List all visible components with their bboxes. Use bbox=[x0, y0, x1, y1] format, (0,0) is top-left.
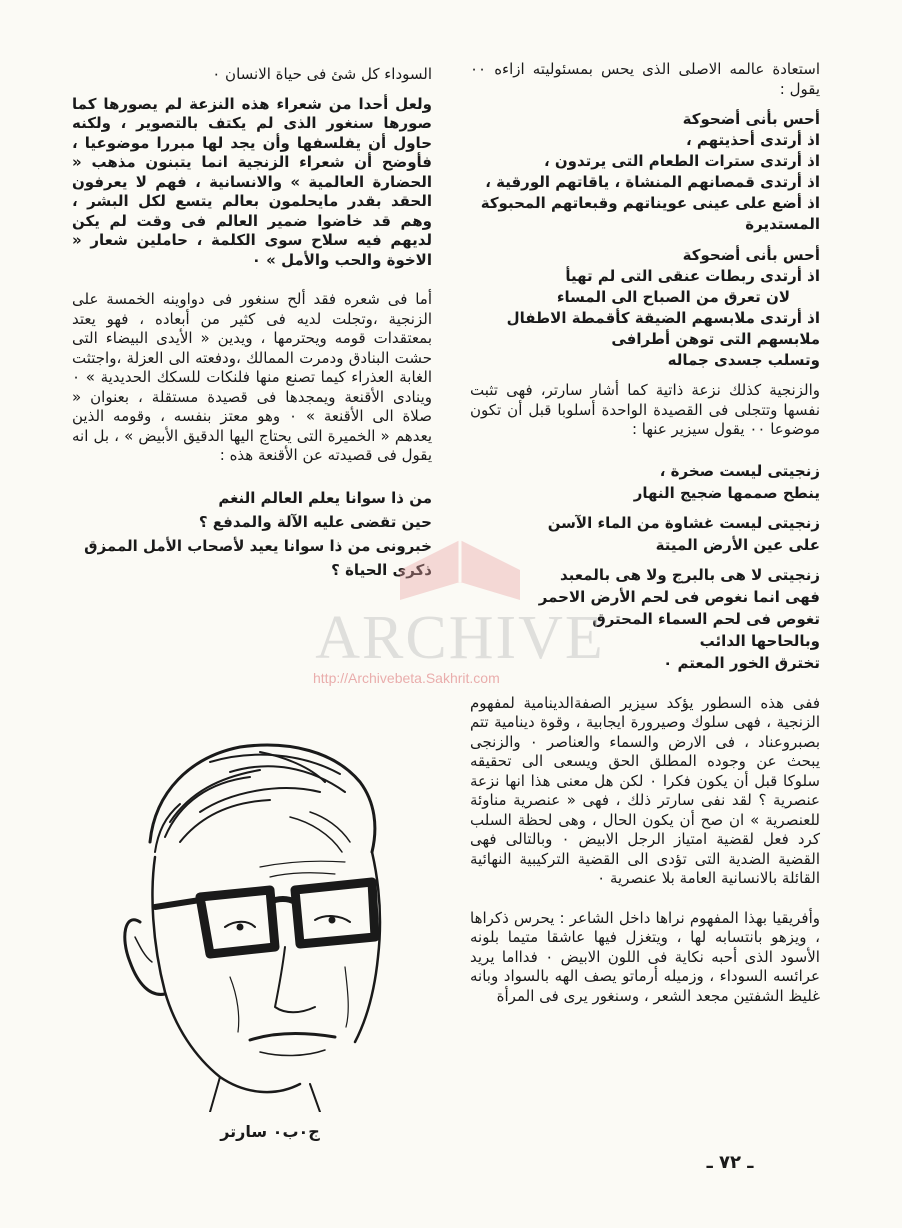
left-paragraph-1: السوداء كل شئ فى حياة الانسان ٠ bbox=[212, 65, 432, 83]
right-paragraph-3: ففى هذه السطور يؤكد سيزير الصفةالدينامية لمفهوم الزنجية ، فهى سلوك وصيرورة ايجابية ، وقوة دينامية تتم بصبروعناد ، فى الارض والسماء والعناصر ٠ والزنجى يبحث عن وجوده المطلق الحق ويسعى الى تحقيقه سلوكا قبل أن يكون فكرا ٠ لكن هل معنى هذا انها نزعة عنصرية ؟ لقد نفى سارتر ذلك ، فهى « عنصرية مناوئة للعنصرية » ان صح أن يكون الحال ، وهى لحظة السلب كرد فعل لقضية امتياز الرجل الابيض ٠ وبالتالى فهى القضية الضدية التى تؤدى الى القضية التركيبية النهائية القائلة بالانسانية العامة بلا عنصرية ٠ bbox=[470, 693, 821, 887]
verse-line: تخترق الخور المعتم ٠ bbox=[663, 653, 820, 672]
left-paragraph-2: ولعل أحدا من شعراء هذه النزعة لم يصورها كما صورها سنغور الذى لم يكتف بالتصوير ، ولكنه حاول أن يفلسفها وأن يجد لها مبررا موضوعيا ، فأوضح أن شعراء الزنجية انما يتبنون مذهب « الحضارة العالمية » والانسانية ، فهم لا يعرفون الحقد بقدر مايحلمون بعالم يتسع لكل البشر ، وهم قد خاضوا ضمير العالم فى وقت لم يكن لديهم فيه سلاح سوى الكلمة ، حاملين شعار « الاخوة والحب والأمل » ٠ bbox=[72, 94, 432, 269]
verse-line: فهى انما نغوص فى لحم الأرض الاحمر bbox=[538, 587, 820, 606]
verse-line: اذ أضع على عينى عويناتهم وقبعاتهم المحبوكة المستديرة bbox=[480, 194, 820, 233]
poem-stanza-1 bbox=[470, 109, 820, 235]
verse-line: اذ أرتدى قمصانهم المنشاة ، ياقاتهم الورقية ، bbox=[485, 173, 820, 191]
sartre-portrait-sketch bbox=[110, 722, 410, 1112]
verse-line: تغوص فى لحم السماء المحترق bbox=[592, 609, 820, 628]
verse-line: خبرونى من ذا سوانا يعيد لأصحاب الأمل الممزق ذكرى الحياة ؟ bbox=[84, 536, 432, 579]
verse-line: اذ أرتدى ربطات عنقى التى لم تهيأ bbox=[565, 267, 820, 285]
verse-line: على عين الأرض الميتة bbox=[655, 535, 820, 554]
verse-line: اذ أرتدى أحذيتهم ، bbox=[685, 131, 820, 149]
verse-line: حين تقضى عليه الآلة والمدفع ؟ bbox=[198, 512, 432, 531]
verse-line: وبالحاحها الدائب bbox=[699, 631, 820, 650]
verse-line: زنجيتى ليست غشاوة من الماء الآسن bbox=[547, 513, 820, 532]
verse-line: اذ أرتدى ملابسهم الضيقة كأقمطة الاطفال bbox=[506, 309, 820, 327]
verse-line: أحس بأنى أضحوكة bbox=[682, 110, 820, 128]
left-paragraph-3: أما فى شعره فقد ألح سنغور فى دواوينه الخمسة على الزنجية ،وتجلت لديه فى كثير من أبعاده ، فهو يعتد بمعتقدات قومه ويحترمها ، ويدين « الأيدى البيضاء التى حشت البنادق ودمرت الممالك ،ودفعته الى العزلة ،واجتثت الغابة العذراء كيما تصنع منها فلنكات للسكك الحديدية » ٠ وينادى الأقنعة ويمجدها فى قصيدة مستقلة ، بعنوان « صلاة الى الأقنعة » ٠ وهو معتز بنفسه ، وقومه الذين يعدهم « الخميرة التى يحتاج اليها الدقيق الأبيض » ، بل انه يقول فى قصيدته عن الأقنعة هذه : bbox=[72, 290, 432, 464]
portrait-caption: ج٠ب٠ سارتر bbox=[220, 1122, 320, 1141]
verse-line: ينطح صممها ضجيج النهار bbox=[633, 483, 820, 502]
poem-stanza-3 bbox=[470, 460, 820, 674]
page-number: ـ ٧٢ ـ bbox=[706, 1152, 754, 1173]
verse-line: اذ أرتدى سترات الطعام التى يرتدون ، bbox=[543, 152, 820, 170]
left-column bbox=[72, 65, 432, 582]
verse-line: زنجيتى لا هى بالبرج ولا هى بالمعبد bbox=[559, 565, 820, 584]
right-paragraph-2: والزنجية كذلك نزعة ذاتية كما أشار سارتر، فهى تثبت نفسها وتتجلى فى القصيدة الواحدة أسلوبا قبل أن تكون موضوعا ٠٠ يقول سيزير عنها : bbox=[470, 381, 820, 438]
right-column bbox=[470, 60, 820, 1006]
verse-line: ملابسهم التى توهن أطرافى bbox=[611, 330, 820, 348]
right-paragraph-1: استعادة عالمه الاصلى الذى يحس بمسئوليته ازاءه ٠٠ يقول : bbox=[470, 60, 820, 98]
verse-line: زنجيتى ليست صخرة ، bbox=[659, 461, 820, 480]
verse-line: وتسلب جسدى جماله bbox=[667, 351, 820, 369]
watermark-url: http://Archivebeta.Sakhrit.com bbox=[313, 670, 500, 686]
mask-poem-stanza bbox=[72, 486, 432, 582]
poem-stanza-2 bbox=[470, 245, 820, 371]
verse-line: أحس بأنى أضحوكة bbox=[682, 246, 820, 264]
verse-line: لان تعرق من الصباح الى المساء bbox=[556, 288, 790, 306]
right-paragraph-4: وأفريقيا بهذا المفهوم نراها داخل الشاعر : يحرس ذكراها ، ويزهو بانتسابه لها ، ويتغزل فيها عاشقا متيما بلونه الأسود الذى أحبه نكاية فى اللون الابيض ٠ فدااما يريد عرائسه السوداء ، وزميله أرماتو يصف الهه بالسواد وبانه غليظ الشفتين مجعد الشعر ، وسنغور يرى فى المرأة bbox=[470, 908, 820, 1005]
verse-line: من ذا سوانا يعلم العالم النغم bbox=[218, 488, 432, 507]
watermark-text: ARCHIVE bbox=[315, 604, 605, 672]
